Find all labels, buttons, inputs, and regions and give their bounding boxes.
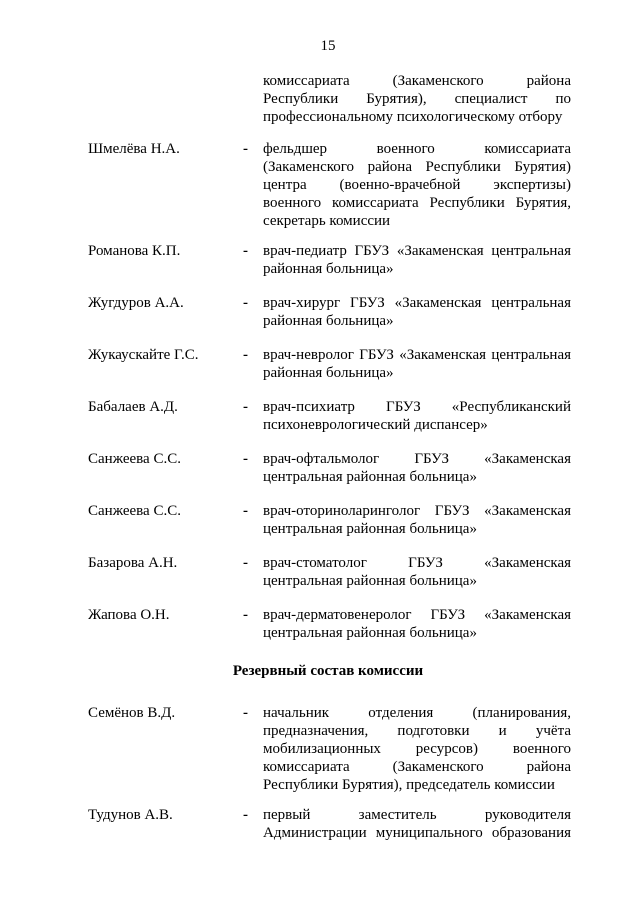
member-name: Жукаускайте Г.С.: [88, 347, 199, 363]
role-line: Администрации муниципального образования: [263, 825, 571, 841]
member-name: Семёнов В.Д.: [88, 705, 176, 721]
member-role: [263, 704, 571, 794]
member-name: Санжеева С.С.: [88, 451, 181, 467]
dash-separator: -: [243, 295, 248, 311]
role-line: центральная районная больница»: [263, 625, 477, 641]
role-line: врач-стоматолог ГБУЗ «Закаменская: [263, 555, 571, 571]
dash-separator: -: [243, 141, 248, 157]
member-role: [263, 346, 571, 382]
role-line: военного комиссариата Республики Бурятия,: [263, 195, 571, 211]
member-name: Шмелёва Н.А.: [88, 141, 180, 157]
role-line: районная больница»: [263, 261, 394, 277]
member-role: [263, 140, 571, 230]
role-line: центра (военно-врачебной экспертизы): [263, 177, 571, 193]
role-line: центральная районная больница»: [263, 469, 477, 485]
member-role: [263, 450, 571, 486]
member-name: Тудунов А.В.: [88, 807, 173, 823]
role-line: районная больница»: [263, 313, 394, 329]
dash-separator: -: [243, 451, 248, 467]
member-role: [263, 294, 571, 330]
role-line: фельдшер военного комиссариата: [263, 141, 571, 157]
dash-separator: -: [243, 243, 248, 259]
member-role: [263, 398, 571, 434]
role-line: мобилизационных ресурсов) военного: [263, 741, 571, 757]
member-role: [263, 502, 571, 538]
member-role: [263, 806, 571, 842]
role-line: Республики Бурятия), председатель комиссии: [263, 777, 555, 793]
role-line: профессиональному психологическому отбору: [263, 109, 563, 125]
role-line: врач-оториноларинголог ГБУЗ «Закаменская: [263, 503, 571, 519]
member-role: [263, 554, 571, 590]
role-line: психоневрологический диспансер»: [263, 417, 488, 433]
role-line: центральная районная больница»: [263, 521, 477, 537]
member-name: Санжеева С.С.: [88, 503, 181, 519]
role-line: врач-психиатр ГБУЗ «Республиканский: [263, 399, 571, 415]
role-line: предназначения, подготовки и учёта: [263, 723, 571, 739]
member-role: [263, 606, 571, 642]
role-line: врач-хирург ГБУЗ «Закаменская центральная: [263, 295, 571, 311]
dash-separator: -: [243, 347, 248, 363]
member-name: Романова К.П.: [88, 243, 181, 259]
role-line: врач-педиатр ГБУЗ «Закаменская центральная: [263, 243, 571, 259]
role-line: врач-невролог ГБУЗ «Закаменская центральная: [263, 347, 571, 363]
reserve-member: [0, 806, 640, 886]
member-name: Базарова А.Н.: [88, 555, 178, 571]
role-line: врач-дерматовенеролог ГБУЗ «Закаменская: [263, 607, 571, 623]
member-name: Жугдуров А.А.: [88, 295, 184, 311]
role-line: Республики Бурятия), специалист по: [263, 91, 571, 107]
reserve-section-title: Резервный состав комиссии: [232, 663, 424, 679]
commission-member: [0, 140, 640, 229]
dash-separator: -: [243, 607, 248, 623]
dash-separator: -: [243, 399, 248, 415]
role-line: комиссариата (Закаменского района: [263, 73, 571, 89]
role-line: врач-офтальмолог ГБУЗ «Закаменская: [263, 451, 571, 467]
reserve-member: [0, 704, 640, 793]
role-line: районная больница»: [263, 365, 394, 381]
member-role: [263, 242, 571, 278]
role-line: секретарь комиссии: [263, 213, 391, 229]
role-line: центральная районная больница»: [263, 573, 477, 589]
member-name: Бабалаев А.Д.: [88, 399, 178, 415]
member-name: Жапова О.Н.: [88, 607, 170, 623]
dash-separator: -: [243, 503, 248, 519]
role-line: начальник отделения (планирования,: [263, 705, 571, 721]
role-line: (Закаменского района Республики Бурятия): [263, 159, 571, 175]
continued-role-text: [263, 72, 571, 126]
dash-separator: -: [243, 555, 248, 571]
role-line: комиссариата (Закаменского района: [263, 759, 571, 775]
role-line: первый заместитель руководителя: [263, 807, 571, 823]
dash-separator: -: [243, 807, 248, 823]
page-number: 15: [320, 38, 336, 54]
dash-separator: -: [243, 705, 248, 721]
